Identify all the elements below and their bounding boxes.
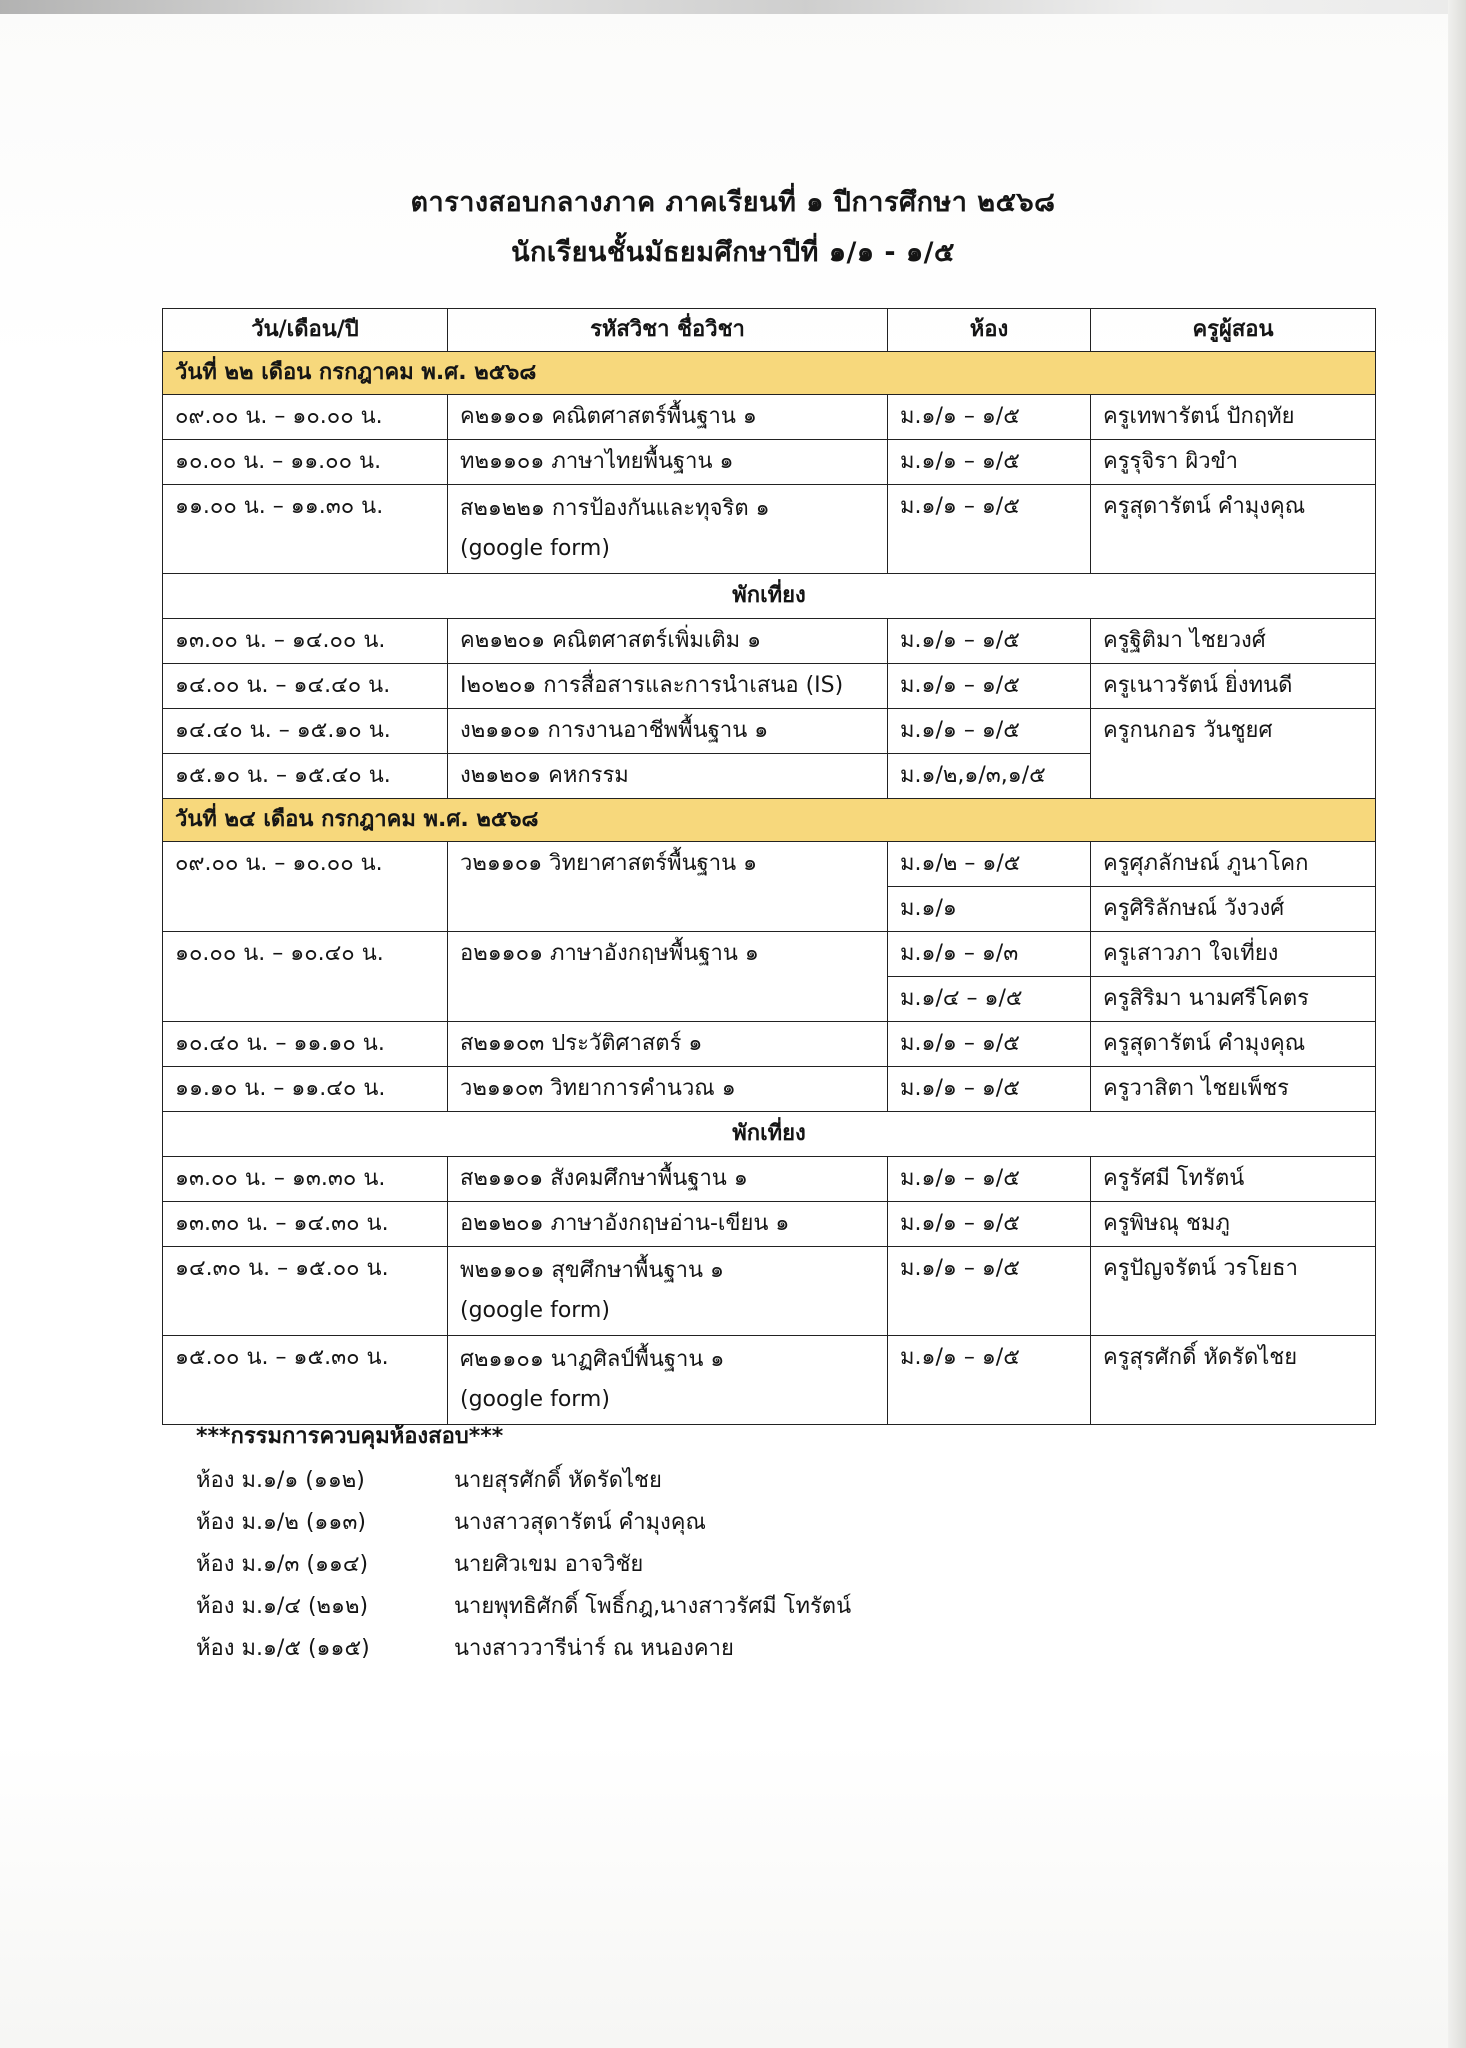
header-date: วัน/เดือน/ปี — [163, 309, 448, 352]
committee-room: ห้อง ม.๑/๕ (๑๑๕) — [196, 1636, 370, 1661]
table-row — [163, 440, 1376, 485]
table-row — [163, 1067, 1376, 1112]
subject-cell: ส๒๑๑๐๓ ประวัติศาสตร์ ๑ — [448, 1022, 888, 1067]
room-cell: ม.๑/๒ – ๑/๕ — [888, 842, 1091, 887]
table-row — [163, 1336, 1376, 1425]
room-cell: ม.๑/๑ – ๑/๕ — [888, 1202, 1091, 1247]
page-title: ตารางสอบกลางภาค ภาคเรียนที่ ๑ ปีการศึกษา ๒๕๖๘ — [410, 187, 1056, 218]
lunch-label: พักเที่ยง — [163, 1112, 1376, 1157]
subject-cell: ท๒๑๑๐๑ ภาษาไทยพื้นฐาน ๑ — [448, 440, 888, 485]
teacher-cell: ครูวาสิตา ไชยเพ็ชร — [1091, 1067, 1376, 1112]
time-cell: ๑๓.๓๐ น. – ๑๔.๓๐ น. — [163, 1202, 448, 1247]
table-row — [163, 395, 1376, 440]
room-cell: ม.๑/๑ – ๑/๓ — [888, 932, 1091, 977]
list-item — [196, 1502, 1096, 1544]
teacher-cell: ครูพิษณุ ชมภู — [1091, 1202, 1376, 1247]
subject-note: (google form) — [460, 1387, 610, 1412]
committee-room: ห้อง ม.๑/๔ (๒๑๒) — [196, 1594, 369, 1619]
teacher-cell: ครูรัศมี โทรัตน์ — [1091, 1157, 1376, 1202]
table-row — [163, 842, 1376, 887]
time-cell: ๑๐.๔๐ น. – ๑๑.๑๐ น. — [163, 1022, 448, 1067]
time-cell: ๑๑.๑๐ น. – ๑๑.๔๐ น. — [163, 1067, 448, 1112]
day-label: วันที่ ๒๔ เดือน กรกฎาคม พ.ศ. ๒๕๖๘ — [163, 799, 1376, 842]
subject-cell — [448, 1336, 888, 1425]
room-cell: ม.๑/๑ – ๑/๕ — [888, 1336, 1091, 1425]
room-cell: ม.๑/๑ – ๑/๕ — [888, 395, 1091, 440]
room-cell: ม.๑/๑ – ๑/๕ — [888, 485, 1091, 574]
room-cell: ม.๑/๑ – ๑/๕ — [888, 664, 1091, 709]
room-cell: ม.๑/๑ – ๑/๕ — [888, 619, 1091, 664]
page-subtitle: นักเรียนชั้นมัธยมศึกษาปีที่ ๑/๑ - ๑/๕ — [511, 237, 955, 268]
time-cell: ๑๓.๐๐ น. – ๑๔.๐๐ น. — [163, 619, 448, 664]
page-side-shadow — [1448, 0, 1466, 2048]
list-item — [196, 1460, 1096, 1502]
subject-note: (google form) — [460, 1298, 610, 1323]
table-row — [163, 1202, 1376, 1247]
table-row — [163, 664, 1376, 709]
teacher-cell: ครูสุดารัตน์ คำมุงคุณ — [1091, 485, 1376, 574]
time-cell: ๑๕.๐๐ น. – ๑๕.๓๐ น. — [163, 1336, 448, 1425]
table-row — [163, 709, 1376, 754]
exam-schedule-table — [162, 308, 1376, 1425]
time-cell: ๑๐.๐๐ น. – ๑๑.๐๐ น. — [163, 440, 448, 485]
committee-title: ***กรรมการควบคุมห้องสอบ*** — [196, 1424, 504, 1449]
page-edge-shadow — [0, 0, 1466, 14]
committee-name: นายสุรศักดิ์ หัดรัดไชย — [454, 1468, 662, 1493]
time-cell: ๑๑.๐๐ น. – ๑๑.๓๐ น. — [163, 485, 448, 574]
table-header-row — [163, 309, 1376, 352]
committee-name: นางสาววารีน่าร์ ณ หนองคาย — [454, 1636, 734, 1661]
table-row — [163, 1247, 1376, 1336]
subject-cell: ว๒๑๑๐๓ วิทยาการคำนวณ ๑ — [448, 1067, 888, 1112]
committee-name: นายศิวเขม อาจวิชัย — [454, 1552, 644, 1577]
table-row — [163, 1022, 1376, 1067]
subject-cell: ง๒๑๑๐๑ การงานอาชีพพื้นฐาน ๑ — [448, 709, 888, 754]
time-cell: ๑๔.๔๐ น. – ๑๕.๑๐ น. — [163, 709, 448, 754]
time-cell: ๐๙.๐๐ น. – ๑๐.๐๐ น. — [163, 842, 448, 932]
header-teacher: ครูผู้สอน — [1091, 309, 1376, 352]
time-cell: ๑๓.๐๐ น. – ๑๓.๓๐ น. — [163, 1157, 448, 1202]
header-room: ห้อง — [888, 309, 1091, 352]
subject-cell: ค๒๑๑๐๑ คณิตศาสตร์พื้นฐาน ๑ — [448, 395, 888, 440]
teacher-cell: ครูสุรศักดิ์ หัดรัดไชย — [1091, 1336, 1376, 1425]
day-band-row — [163, 352, 1376, 395]
table-row — [163, 485, 1376, 574]
list-item — [196, 1544, 1096, 1586]
teacher-cell: ครูสิริมา นามศรีโคตร — [1091, 977, 1376, 1022]
room-cell: ม.๑/๑ – ๑/๕ — [888, 1022, 1091, 1067]
room-cell: ม.๑/๑ – ๑/๕ — [888, 1157, 1091, 1202]
day-band-row — [163, 799, 1376, 842]
lunch-label: พักเที่ยง — [163, 574, 1376, 619]
subject-cell: I๒๐๒๐๑ การสื่อสารและการนำเสนอ (IS) — [448, 664, 888, 709]
teacher-cell: ครูฐิติมา ไชยวงศ์ — [1091, 619, 1376, 664]
lunch-row — [163, 1112, 1376, 1157]
committee-room: ห้อง ม.๑/๓ (๑๑๔) — [196, 1552, 369, 1577]
teacher-cell: ครูเสาวภา ใจเที่ยง — [1091, 932, 1376, 977]
list-item — [196, 1586, 1096, 1628]
teacher-cell: ครูรุจิรา ผิวขำ — [1091, 440, 1376, 485]
table-row — [163, 1157, 1376, 1202]
teacher-cell: ครูปัญจรัตน์ วรโยธา — [1091, 1247, 1376, 1336]
room-cell: ม.๑/๒,๑/๓,๑/๕ — [888, 754, 1091, 799]
table-row — [163, 932, 1376, 977]
subject-name: ศ๒๑๑๐๑ นาฏศิลป์พื้นฐาน ๑ — [460, 1347, 725, 1372]
subject-note: (google form) — [460, 536, 610, 561]
teacher-cell: ครูเทพารัตน์ ปักฤทัย — [1091, 395, 1376, 440]
teacher-cell: ครูศิริลักษณ์ วังวงศ์ — [1091, 887, 1376, 932]
subject-cell: ง๒๑๒๐๑ คหกรรม — [448, 754, 888, 799]
proctor-committee — [196, 1418, 1096, 1670]
time-cell: ๑๔.๐๐ น. – ๑๔.๔๐ น. — [163, 664, 448, 709]
header-subject: รหัสวิชา ชื่อวิชา — [448, 309, 888, 352]
committee-name: นางสาวสุดารัตน์ คำมุงคุณ — [454, 1510, 706, 1535]
time-cell: ๑๐.๐๐ น. – ๑๐.๔๐ น. — [163, 932, 448, 1022]
subject-cell: ค๒๑๒๐๑ คณิตศาสตร์เพิ่มเติม ๑ — [448, 619, 888, 664]
subject-name: พ๒๑๑๐๑ สุขศึกษาพื้นฐาน ๑ — [460, 1258, 724, 1283]
committee-room: ห้อง ม.๑/๒ (๑๑๓) — [196, 1510, 366, 1535]
teacher-cell: ครูกนกอร วันชูยศ — [1091, 709, 1376, 799]
committee-room: ห้อง ม.๑/๑ (๑๑๒) — [196, 1468, 365, 1493]
list-item — [196, 1628, 1096, 1670]
time-cell: ๑๔.๓๐ น. – ๑๕.๐๐ น. — [163, 1247, 448, 1336]
teacher-cell: ครูศุภลักษณ์ ภูนาโคก — [1091, 842, 1376, 887]
room-cell: ม.๑/๑ – ๑/๕ — [888, 709, 1091, 754]
subject-cell: ว๒๑๑๐๑ วิทยาศาสตร์พื้นฐาน ๑ — [448, 842, 888, 932]
subject-cell: ส๒๑๑๐๑ สังคมศึกษาพื้นฐาน ๑ — [448, 1157, 888, 1202]
teacher-cell: ครูเนาวรัตน์ ยิ่งทนดี — [1091, 664, 1376, 709]
day-label: วันที่ ๒๒ เดือน กรกฎาคม พ.ศ. ๒๕๖๘ — [163, 352, 1376, 395]
teacher-cell: ครูสุดารัตน์ คำมุงคุณ — [1091, 1022, 1376, 1067]
room-cell: ม.๑/๑ – ๑/๕ — [888, 440, 1091, 485]
committee-name: นายพุทธิศักดิ์ โพธิ์กฎ,นางสาวรัศมี โทรัตน์ — [454, 1594, 852, 1619]
room-cell: ม.๑/๔ – ๑/๕ — [888, 977, 1091, 1022]
subject-cell — [448, 1247, 888, 1336]
subject-cell: อ๒๑๒๐๑ ภาษาอังกฤษอ่าน-เขียน ๑ — [448, 1202, 888, 1247]
time-cell: ๐๙.๐๐ น. – ๑๐.๐๐ น. — [163, 395, 448, 440]
lunch-row — [163, 574, 1376, 619]
room-cell: ม.๑/๑ — [888, 887, 1091, 932]
room-cell: ม.๑/๑ – ๑/๕ — [888, 1067, 1091, 1112]
time-cell: ๑๕.๑๐ น. – ๑๕.๔๐ น. — [163, 754, 448, 799]
subject-cell — [448, 485, 888, 574]
room-cell: ม.๑/๑ – ๑/๕ — [888, 1247, 1091, 1336]
subject-cell: อ๒๑๑๐๑ ภาษาอังกฤษพื้นฐาน ๑ — [448, 932, 888, 1022]
table-row — [163, 619, 1376, 664]
subject-name: ส๒๑๒๒๑ การป้องกันและทุจริต ๑ — [460, 496, 770, 521]
